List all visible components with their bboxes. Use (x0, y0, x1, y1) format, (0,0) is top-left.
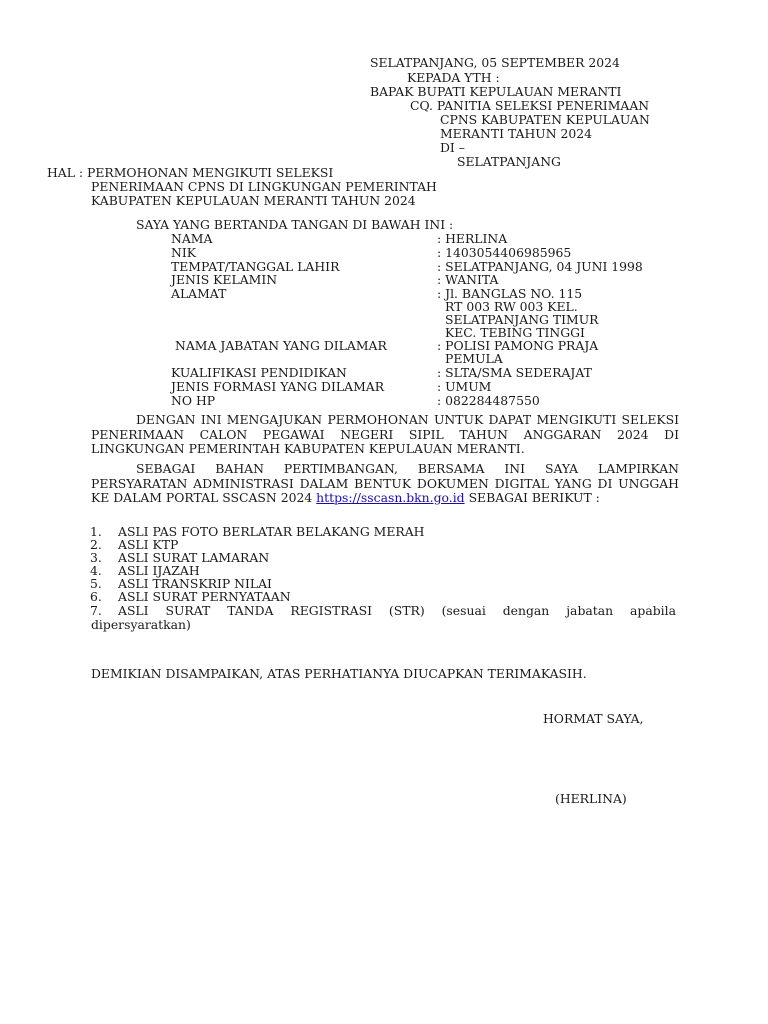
list-item-number: 5. (90, 576, 102, 591)
recipient-cq-line-3: MERANTI TAHUN 2024 (440, 126, 593, 141)
list-item: ASLI IJAZAH (118, 563, 200, 578)
paragraph-2-tail: SEBAGAI BERIKUT : (464, 490, 600, 506)
recipient-name: BAPAK BUPATI KEPULAUAN MERANTI (370, 84, 622, 99)
list-item-number: 3. (90, 550, 102, 565)
list-item: ASLI SURAT PERNYATAAN (118, 589, 291, 604)
field-phone-value: : 082284487550 (437, 393, 540, 408)
recipient-cq-line: CQ. PANITIA SELEKSI PENERIMAAN (410, 98, 650, 113)
sscasn-portal-link[interactable]: https://sscasn.bkn.go.id (316, 490, 465, 506)
addressee-intro: KEPADA YTH : (407, 70, 500, 85)
field-position-value-1: : POLISI PAMONG PRAJA (437, 338, 599, 353)
list-item: ASLI KTP (118, 537, 179, 552)
field-position-value-2: PEMULA (445, 351, 503, 366)
list-item-number: 2. (90, 537, 102, 552)
field-address-label: ALAMAT (171, 286, 227, 301)
field-education-label: KUALIFIKASI PENDIDIKAN (171, 365, 347, 380)
list-item-number: 6. (90, 589, 102, 604)
field-address-value-4: KEC. TEBING TINGGI (445, 325, 585, 340)
field-formation-value: : UMUM (437, 379, 492, 394)
field-gender-label: JENIS KELAMIN (171, 272, 278, 287)
recipient-cq-line-2: CPNS KABUPATEN KEPULAUAN (440, 112, 650, 127)
list-item-continuation: dipersyaratkan) (91, 617, 191, 632)
recipient-city: SELATPANJANG (457, 154, 561, 169)
field-nama-value: : HERLINA (437, 231, 508, 246)
body-paragraph-1: DENGAN INI MENGAJUKAN PERMOHONAN UNTUK DAPAT MENGIKUTI SELEKSI PENERIMAAN CALON PEGAWAI NEGERI SIPIL TAHUN ANGGARAN 2024 DI LINGKUNGAN PEMERINTAH KABUPATEN KEPULAUAN MERANTI. (91, 412, 679, 457)
place-date: SELATPANJANG, 05 SEPTEMBER 2024 (370, 55, 620, 70)
list-item: ASLI PAS FOTO BERLATAR BELAKANG MERAH (118, 524, 425, 539)
list-item-number: 1. (90, 524, 102, 539)
closing-statement: DEMIKIAN DISAMPAIKAN, ATAS PERHATIANYA DIUCAPKAN TERIMAKASIH. (91, 666, 587, 681)
field-address-value-2: RT 003 RW 003 KEL. (445, 299, 578, 314)
field-address-value-1: : Jl. BANGLAS NO. 115 (437, 286, 583, 301)
field-ttl-value: : SELATPANJANG, 04 JUNI 1998 (437, 259, 643, 274)
recipient-di-line: DI – (440, 140, 465, 155)
field-position-label: NAMA JABATAN YANG DILAMAR (175, 338, 387, 353)
list-item: ASLI SURAT LAMARAN (118, 550, 270, 565)
field-nik-label: NIK (171, 245, 196, 260)
signature-name: (HERLINA) (555, 791, 627, 806)
field-formation-label: JENIS FORMASI YANG DILAMAR (171, 379, 385, 394)
signoff: HORMAT SAYA, (543, 711, 644, 726)
field-address-value-3: SELATPANJANG TIMUR (445, 312, 599, 327)
field-phone-label: NO HP (171, 393, 216, 408)
body-paragraph-2 (91, 462, 679, 506)
list-item: ASLI TRANSKRIP NILAI (118, 576, 272, 591)
field-nama-label: NAMA (171, 231, 213, 246)
field-ttl-label: TEMPAT/TANGGAL LAHIR (171, 259, 340, 274)
list-item: ASLI SURAT TANDA REGISTRASI (STR) (sesuai dengan jabatan apabila (118, 603, 676, 618)
field-education-value: : SLTA/SMA SEDERAJAT (437, 365, 592, 380)
subject-line-1: HAL : PERMOHONAN MENGIKUTI SELEKSI (47, 165, 334, 180)
field-gender-value: : WANITA (437, 272, 499, 287)
list-item-number: 4. (90, 563, 102, 578)
intro-text: SAYA YANG BERTANDA TANGAN DI BAWAH INI : (136, 217, 454, 232)
field-nik-value: : 1403054406985965 (437, 245, 572, 260)
subject-line-2: PENERIMAAN CPNS DI LINGKUNGAN PEMERINTAH (91, 179, 437, 194)
list-item-number: 7. (90, 603, 102, 618)
paragraph-2-text: SEBAGAI BAHAN PERTIMBANGAN, BERSAMA INI SAYA LAMPIRKAN PERSYARATAN ADMINISTRASI DALAM BENTUK DOKUMEN DIGITAL YANG DI UNGGAH KE DALAM PORTAL SSCASN 2024 (91, 461, 679, 506)
subject-line-3: KABUPATEN KEPULAUAN MERANTI TAHUN 2024 (91, 193, 416, 208)
